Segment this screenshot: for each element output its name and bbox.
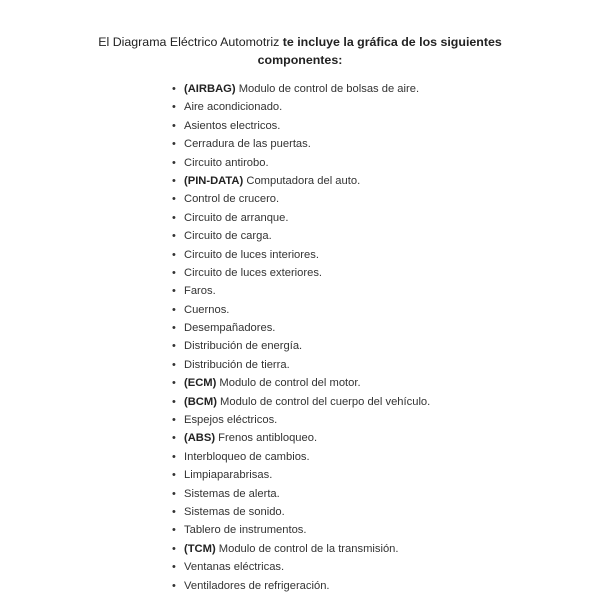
item-text: Cerradura de las puertas. [184,138,311,151]
list-item [172,190,430,208]
page-heading [0,33,600,69]
item-text: Frenos antibloqueo. [215,432,318,445]
bullet-icon: • [172,211,176,224]
bullet-icon: • [172,579,176,592]
bullet-icon: • [172,193,176,206]
list-item [172,264,430,282]
bullet-icon: • [172,156,176,169]
bullet-icon: • [172,285,176,298]
bullet-icon: • [172,561,176,574]
bullet-icon: • [172,487,176,500]
item-text: Circuito de luces interiores. [184,248,319,261]
heading-bold-text: te incluye la gráfica de los siguientes [282,35,502,49]
bullet-icon: • [172,230,176,243]
item-code: (BCM) [184,395,217,408]
bullet-icon: • [172,138,176,151]
list-item [172,246,430,264]
bullet-icon: • [172,83,176,95]
bullet-icon: • [172,450,176,463]
list-item [172,209,430,227]
item-text: Faros. [184,285,216,298]
item-code: (PIN-DATA) [184,174,244,187]
item-text: Modulo de control de la transmisión. [215,542,399,555]
item-code: (TCM) [184,542,216,555]
list-item [172,393,430,411]
list-item [172,301,430,319]
item-code: (AIRBAG) [184,83,236,95]
list-item [172,466,430,484]
bullet-icon: • [172,395,176,408]
bullet-icon: • [172,432,176,445]
item-text: Circuito de luces exteriores. [184,266,323,279]
item-text: Control de crucero. [184,193,280,206]
bullet-icon: • [172,119,176,132]
item-text: Sistemas de sonido. [184,505,285,518]
list-item [172,337,430,355]
item-text: Modulo de control de bolsas de aire. [235,83,420,95]
bullet-icon: • [172,340,176,353]
item-text: Espejos eléctricos. [184,414,278,427]
list-item [172,282,430,300]
bullet-icon: • [172,414,176,427]
bullet-icon: • [172,469,176,482]
item-text: Desempañadores. [184,322,276,335]
list-item [172,485,430,503]
list-item [172,227,430,245]
bullet-icon: • [172,505,176,518]
item-text: Sistemas de alerta. [184,487,280,500]
bullet-icon: • [172,377,176,390]
list-item [172,411,430,429]
list-item [172,356,430,374]
item-text: Circuito de carga. [184,230,272,243]
item-text: Interbloqueo de cambios. [184,450,310,463]
heading-line-2: componentes: [257,53,343,67]
item-text: Cuernos. [184,303,230,316]
list-item [172,98,430,116]
list-item [172,521,430,539]
item-text: Modulo de control del cuerpo del vehículo. [216,395,431,408]
bullet-icon: • [172,266,176,279]
item-code: (ECM) [184,377,217,390]
heading-normal-text: El Diagrama Eléctrico Automotriz [98,35,283,49]
item-text: Asientos electricos. [184,119,281,132]
list-item [172,558,430,576]
list-item [172,448,430,466]
bullet-icon: • [172,524,176,537]
item-text: Ventiladores de refrigeración. [184,579,330,592]
list-item [172,577,430,595]
bullet-icon: • [172,322,176,335]
list-item [172,540,430,558]
item-text: Computadora del auto. [243,174,361,187]
list-item [172,503,430,521]
item-text: Circuito antirobo. [184,156,269,169]
item-text: Ventanas eléctricas. [184,561,285,574]
list-item [172,117,430,135]
list-item [172,429,430,447]
bullet-icon: • [172,174,176,187]
list-item [172,135,430,153]
bullet-icon: • [172,542,176,555]
item-text: Circuito de arranque. [184,211,289,224]
list-item [172,154,430,172]
item-text: Tablero de instrumentos. [184,524,307,537]
item-text: Distribución de tierra. [184,358,290,371]
bullet-icon: • [172,358,176,371]
list-item [172,172,430,190]
item-text: Distribución de energía. [184,340,303,353]
list-item [172,80,430,98]
heading-line-1 [0,33,600,51]
item-text: Limpiaparabrisas. [184,469,273,482]
item-text: Aire acondicionado. [184,101,283,114]
list-item [172,319,430,337]
bullet-icon: • [172,248,176,261]
item-text: Modulo de control del motor. [216,377,361,390]
item-code: (ABS) [184,432,216,445]
list-item [172,374,430,392]
bullet-icon: • [172,101,176,114]
bullet-icon: • [172,303,176,316]
component-list [172,80,430,595]
